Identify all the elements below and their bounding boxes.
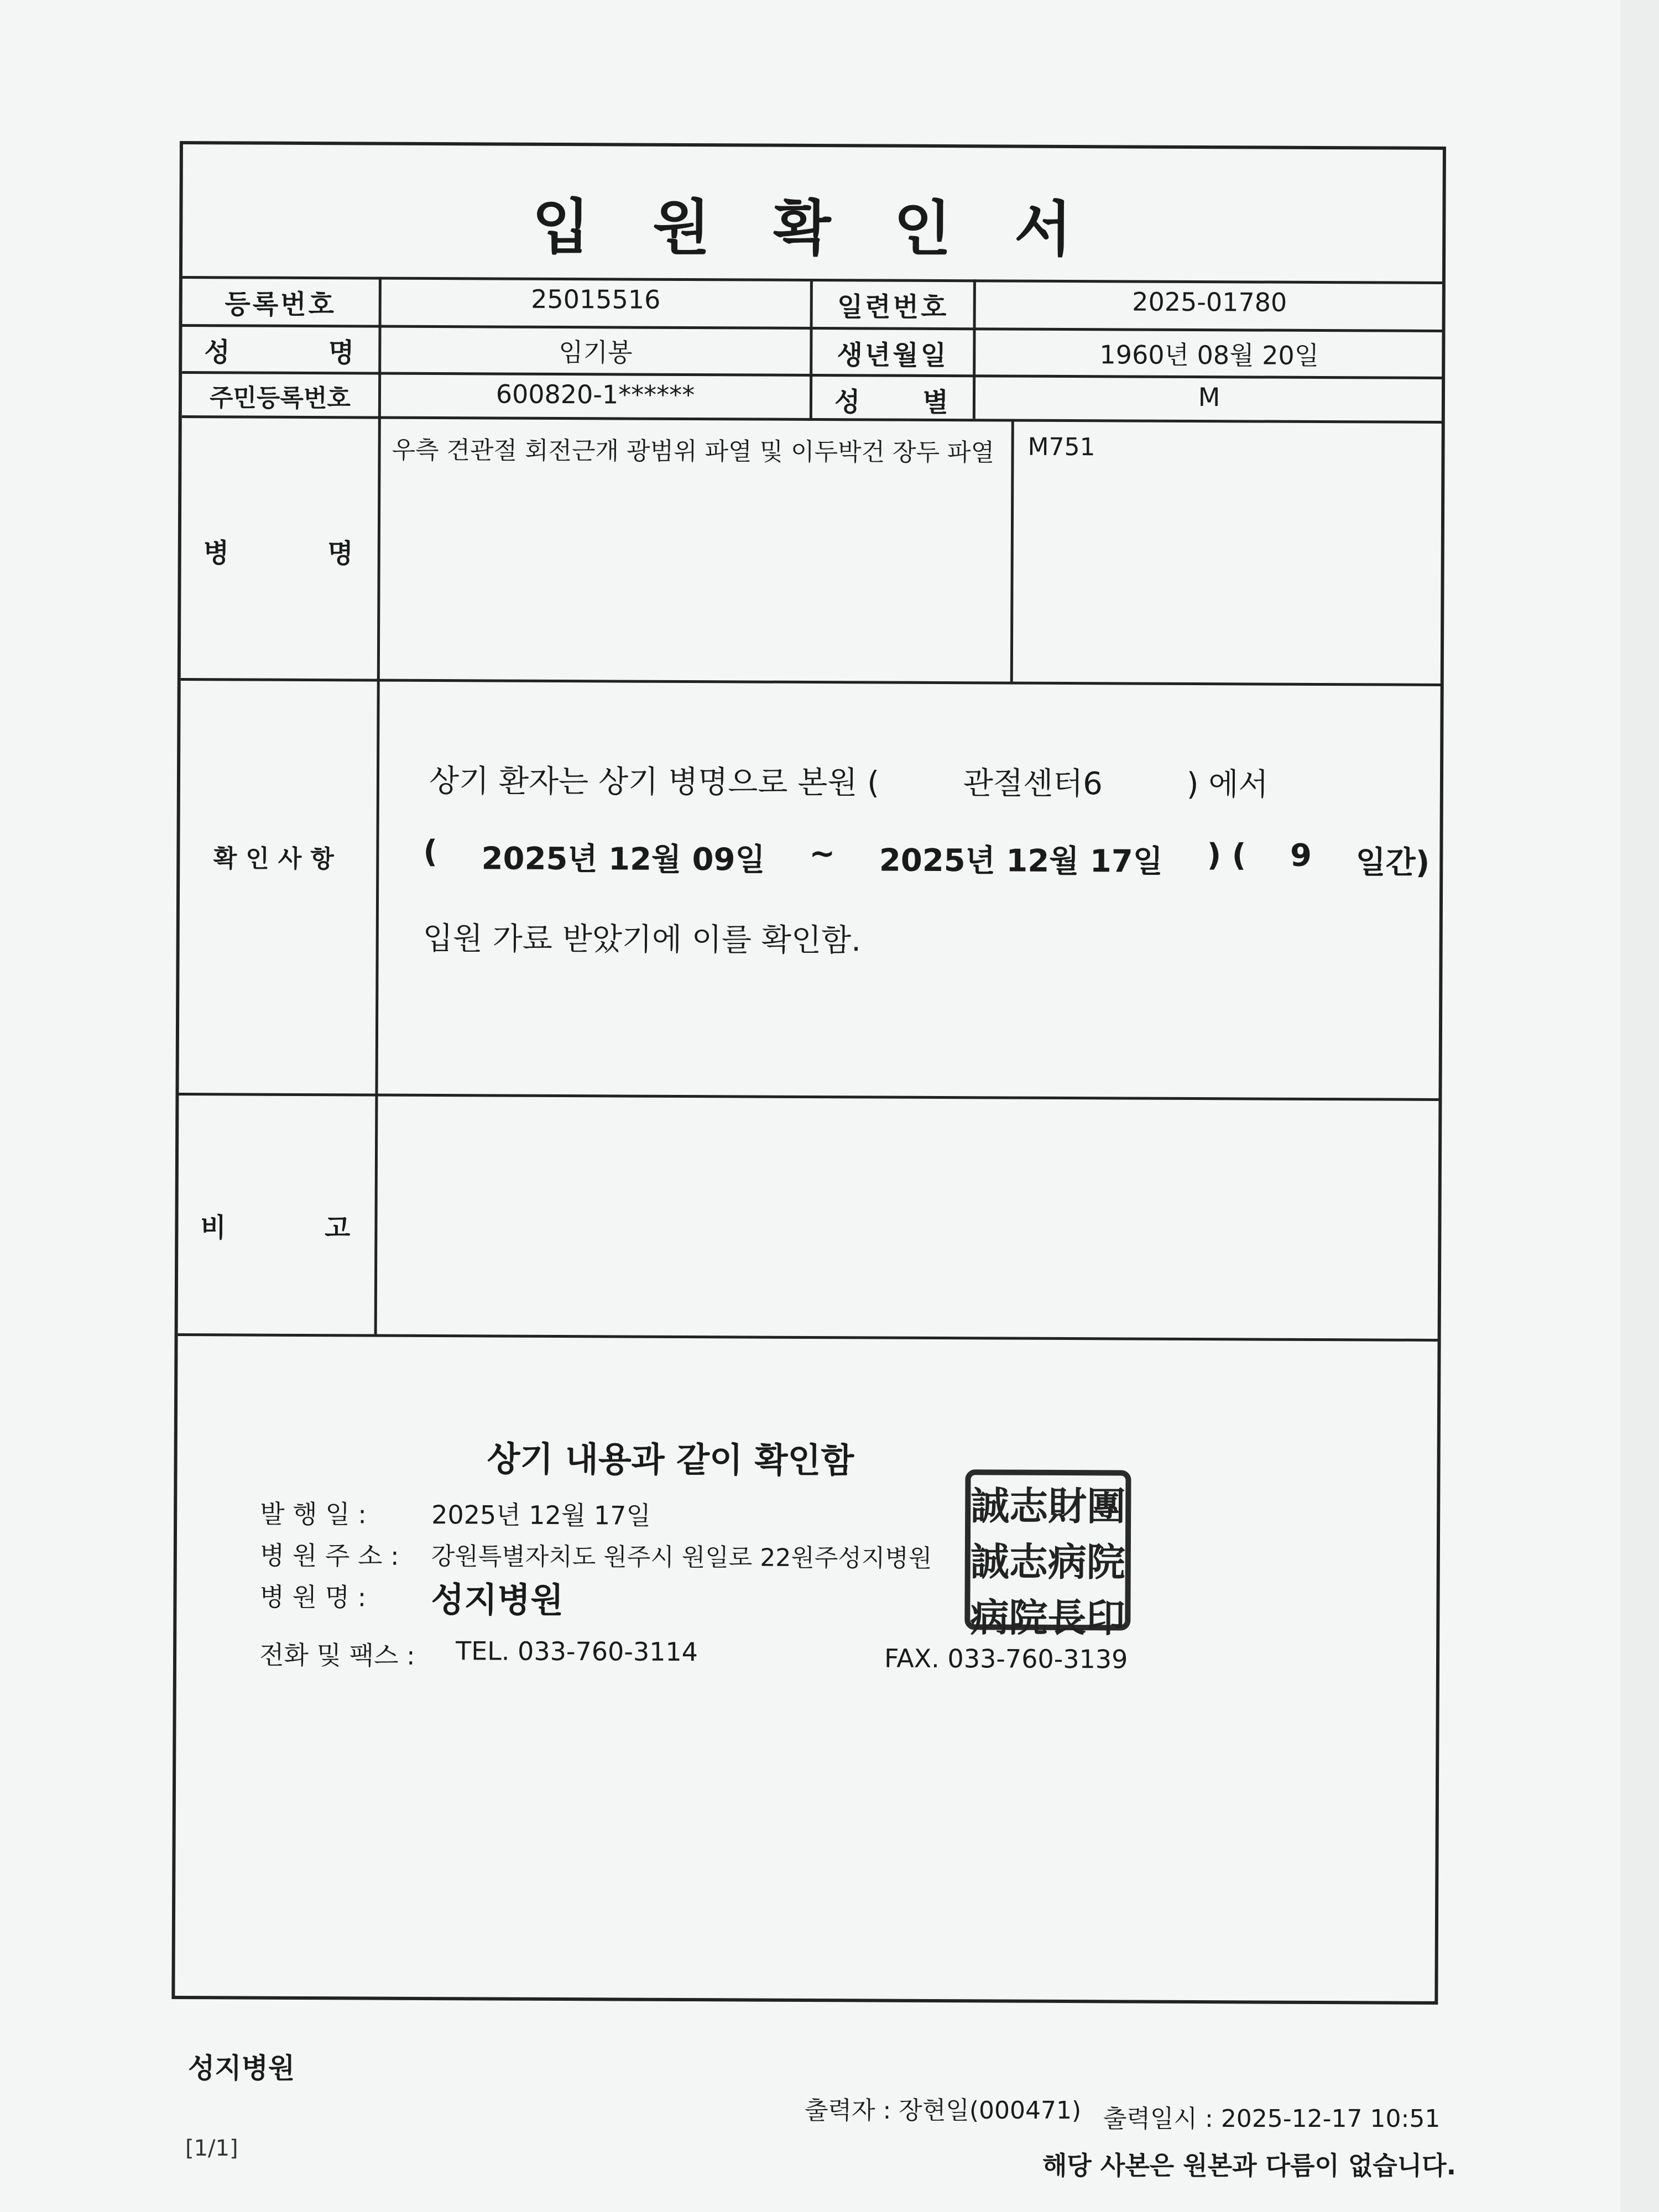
issue-date-label: 발 행 일 : <box>260 1499 367 1530</box>
confirm-to-date: 2025년 12월 17일 <box>879 842 1164 880</box>
name-label-part: 명 <box>328 337 357 369</box>
reg-no-label: 등록번호 <box>225 289 337 321</box>
confirm-line-3: 입원 가료 받았기에 이를 확인함. <box>422 920 862 959</box>
hospital-name: 성지병원 <box>431 1579 564 1621</box>
sex-label <box>812 380 973 419</box>
reg-no-value: 25015516 <box>531 284 661 315</box>
hospital-seal-stamp <box>964 1469 1131 1641</box>
confirm-text: 상기 환자는 상기 병명으로 본원 ( <box>429 763 880 801</box>
seal-char: 誠 <box>971 1483 1010 1529</box>
confirm-from-date: 2025년 12월 09일 <box>481 841 765 878</box>
phone-fax-label: 전화 및 팩스 : <box>259 1640 415 1671</box>
name-label-part: 성 <box>204 337 232 368</box>
hospital-name-label: 병 원 명 : <box>259 1582 367 1613</box>
seal-char: 印 <box>1086 1595 1125 1641</box>
printed-by: 출력자 : 장현일(000471) <box>805 2096 1082 2125</box>
sex-label-part: 별 <box>922 387 951 419</box>
remarks-label-part: 비 <box>200 1212 228 1244</box>
footer-hospital-name: 성지병원 <box>188 2052 295 2084</box>
sex-label-part: 성 <box>834 387 863 418</box>
name-label <box>182 331 378 370</box>
diagnosis-code: M751 <box>1027 432 1095 462</box>
dob-label: 생년월일 <box>837 340 949 372</box>
copy-notice: 해당 사본은 원본과 다름이 없습니다. <box>1042 2151 1457 2180</box>
rrn-value: 600820-1****** <box>495 379 695 410</box>
confirm-text: ) 에서 <box>1186 766 1269 803</box>
serial-no-label: 일련번호 <box>837 291 949 324</box>
sex-value: M <box>1198 382 1220 413</box>
confirm-line-2 <box>423 834 1430 883</box>
seal-char: 團 <box>1087 1483 1126 1530</box>
divider <box>179 1093 1439 1101</box>
remarks-label <box>178 1206 374 1245</box>
divider <box>178 1333 1439 1342</box>
seal-char: 志 <box>1009 1483 1048 1529</box>
confirm-mid: ) ( <box>1207 837 1246 874</box>
telephone: TEL. 033-760-3114 <box>455 1636 698 1667</box>
name-value: 임기봉 <box>559 337 633 368</box>
divider <box>181 678 1442 686</box>
diagnosis-label-part: 명 <box>327 538 356 570</box>
seal-char: 院 <box>1086 1539 1125 1585</box>
remarks-label-part: 고 <box>324 1213 353 1244</box>
confirm-days-unit: 일간) <box>1355 844 1430 881</box>
diagnosis-value: 우측 견관절 회전근개 광범위 파열 및 이두박건 장두 파열 <box>392 436 995 467</box>
address-label: 병 원 주 소 : <box>259 1540 399 1571</box>
rrn-label: 주민등록번호 <box>209 384 351 413</box>
printed-at: 출력일시 : 2025-12-17 10:51 <box>1103 2105 1441 2133</box>
hospital-address: 강원특별자치도 원주시 원일로 22원주성지병원 <box>431 1542 932 1573</box>
document-title: 입 원 확 인 서 <box>532 192 1093 265</box>
divider <box>1010 419 1014 682</box>
diagnosis-label-part: 병 <box>203 538 232 569</box>
issuer-heading: 상기 내용과 같이 확인함 <box>487 1438 854 1481</box>
seal-char: 志 <box>1009 1538 1048 1585</box>
dob-value: 1960년 08월 20일 <box>1099 340 1319 371</box>
seal-char: 院 <box>1009 1594 1048 1641</box>
confirm-open: ( <box>423 833 438 870</box>
confirm-label: 확인사항 <box>213 844 343 874</box>
seal-char: 病 <box>970 1594 1009 1641</box>
diagnosis-label <box>181 531 378 571</box>
confirm-department: 관절센터6 <box>963 765 1103 802</box>
divider <box>374 277 382 1334</box>
seal-char: 誠 <box>970 1538 1009 1585</box>
admission-certificate-form <box>171 141 1446 2005</box>
seal-char: 財 <box>1048 1483 1087 1530</box>
confirm-tilde: ~ <box>809 835 836 872</box>
fax: FAX. 033-760-3139 <box>884 1643 1128 1674</box>
seal-char: 長 <box>1047 1594 1087 1641</box>
confirm-days: 9 <box>1290 837 1312 874</box>
page-number: [1/1] <box>185 2136 238 2161</box>
serial-no-value: 2025-01780 <box>1132 286 1287 317</box>
issue-date: 2025년 12월 17일 <box>431 1500 651 1531</box>
confirm-line-1 <box>429 757 1425 805</box>
seal-char: 病 <box>1047 1538 1087 1585</box>
